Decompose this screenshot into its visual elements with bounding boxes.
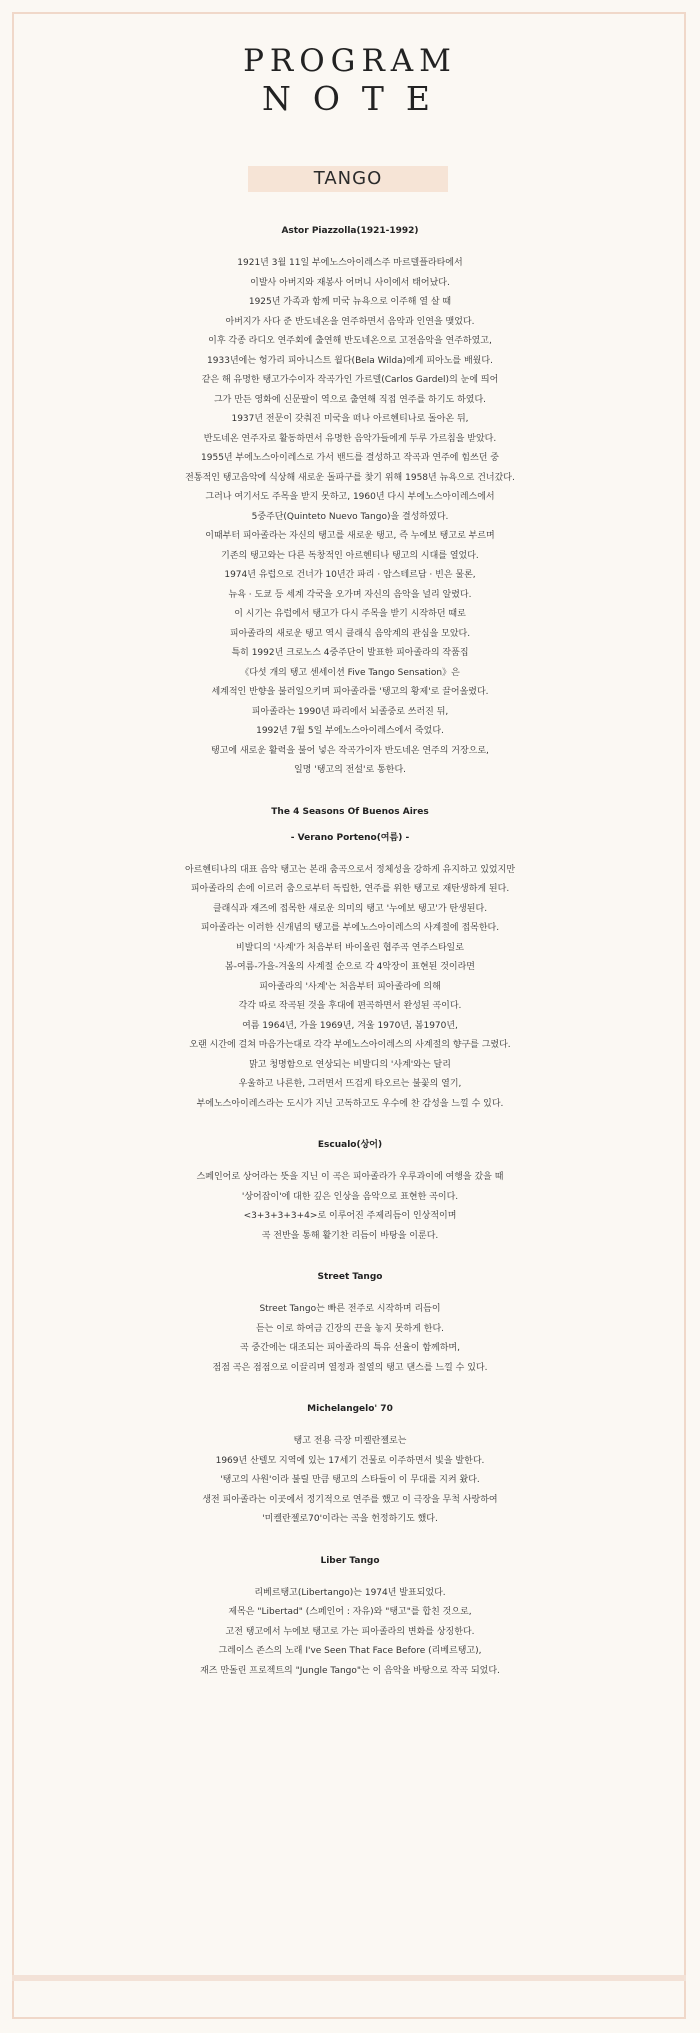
body-text-line: 고전 탱고에서 누에보 탱고로 가는 피아졸라의 변화를 상징한다.: [225, 1626, 475, 1637]
program-section: [0, 1132, 700, 1246]
body-text-line: 1937년 전문이 갖춰진 미국을 떠나 아르헨티나로 돌아온 뒤,: [231, 414, 469, 424]
body-text-line: 피아졸라의 새로운 탱고 역시 클래식 음악계의 관심을 모았다.: [229, 628, 471, 639]
body-text-line: 뉴욕 · 도쿄 등 세계 각국을 오가며 자신의 음악을 널리 알렸다.: [228, 589, 472, 600]
body-text-line: 1969년 산텔모 지역에 있는 17세기 건물로 이주하면서 빛을 발한다.: [215, 1455, 485, 1466]
body-text-line: 이후 각종 라디오 연주회에 출연해 반도네온으로 고전음악을 연주하였고,: [208, 336, 492, 346]
body-text-line: 1974년 유럽으로 건너가 10년간 파리 · 암스테르담 · 빈은 물론,: [224, 570, 476, 580]
body-text-line: 클래식과 재즈에 접목한 새로운 의미의 탱고 '누에보 탱고'가 탄생된다.: [212, 903, 488, 914]
section-title-line: The 4 Seasons Of Buenos Aires: [271, 806, 429, 817]
program-note-header: [0, 43, 700, 119]
body-text-line: 전통적인 탱고음악에 식상해 새로운 돌파구를 찾기 위해 1958년 뉴욕으로 건너갔다.: [185, 472, 515, 483]
section-title-line: Liber Tango: [320, 1555, 380, 1566]
body-text-line: 봄-여름-가을-겨울의 사계절 순으로 각 4악장이 표현된 것이라면: [225, 962, 475, 972]
body-text-line: 그가 만든 영화에 신문팔이 역으로 출연해 직접 연주를 하기도 하였다.: [213, 394, 487, 405]
section-title: [0, 799, 700, 851]
category-banner: [248, 166, 448, 192]
body-text-line: 비발디의 '사계'가 처음부터 바이올린 협주곡 연주스타일로: [236, 942, 464, 953]
body-text-line: '탱고의 사원'이라 불릴 만큼 탱고의 스타들이 이 무대를 지켜 왔다.: [220, 1475, 480, 1485]
body-text-line: 여름 1964년, 가을 1969년, 겨울 1970년, 봄1970년,: [242, 1020, 458, 1031]
section-body: [0, 1584, 700, 1682]
section-title-line: Michelangelo' 70: [307, 1404, 393, 1414]
body-text-line: 1933년에는 헝가리 피아니스트 윌다(Bela Wilda)에게 피아노를 배웠다.: [207, 355, 493, 366]
body-text-line: 아르헨티나의 대표 음악 탱고는 본래 춤곡으로서 정체성을 강하게 유지하고 있었지만: [184, 864, 516, 875]
program-section: [0, 218, 700, 781]
body-text-line: 아버지가 사다 준 반도네온을 연주하면서 음악과 인연을 맺었다.: [225, 316, 475, 327]
category-label: TANGO: [313, 168, 383, 189]
body-text-line: 피아졸라의 손에 이르러 춤으로부터 독립한, 연주를 위한 탱고로 재탄생하게 된다.: [190, 884, 510, 894]
body-text-line: 피아졸라의 '사계'는 처음부터 피아졸라에 의해: [259, 981, 441, 992]
body-text-line: 이발사 아버지와 재봉사 어머니 사이에서 태어났다.: [250, 277, 450, 288]
body-text-line: 1955년 부에노스아이레스로 가서 밴드를 결성하고 작곡과 연주에 힘쓰던 중: [201, 453, 499, 463]
body-text-line: 세계적인 반향을 불러일으키며 피아졸라를 '탱고의 황제'로 끌어올렸다.: [211, 687, 489, 697]
body-text-line: 오랜 시간에 걸쳐 마음가는대로 각각 부에노스아이레스의 사계절의 향구를 그렸다.: [189, 1040, 511, 1050]
body-text-line: 곡 전반을 통해 활기찬 리듬이 바탕을 이룬다.: [261, 1230, 439, 1241]
body-text-line: 스페인어로 상어라는 뜻을 지닌 이 곡은 피아졸라가 우루과이에 여행을 갔을 때: [196, 1172, 504, 1182]
body-text-line: 각각 따로 작곡된 것을 후대에 편곡하면서 완성된 곡이다.: [238, 1001, 462, 1011]
section-body: [0, 1168, 700, 1246]
body-text-line: 제목은 "Libertad" (스페인어 : 자유)와 "탱고"를 합친 것으로,: [228, 1607, 472, 1617]
body-text-line: 기존의 탱고와는 다른 독창적인 아르헨티나 탱고의 시대를 열었다.: [221, 550, 479, 561]
body-text-line: '미켈란젤로70'이라는 곡을 헌정하기도 했다.: [262, 1514, 438, 1524]
body-text-line: 일명 '탱고의 전설'로 통한다.: [293, 765, 407, 775]
section-title-line: Astor Piazzolla(1921-1992): [281, 226, 419, 236]
section-title-line: Street Tango: [317, 1272, 383, 1282]
title-note: NOTE: [261, 79, 453, 118]
body-text-line: 우울하고 나른한, 그러면서 뜨겁게 타오르는 불꽃의 열기,: [238, 1079, 462, 1089]
program-section: [0, 799, 700, 1115]
body-text-line: 《다섯 개의 탱고 센세이션 Five Tango Sensation》은: [240, 667, 460, 678]
section-title: [0, 218, 700, 244]
body-text-line: 5중주단(Quinteto Nuevo Tango)을 결성하였다.: [251, 511, 449, 522]
body-text-line: 생전 피아졸라는 이곳에서 정기적으로 연주를 했고 이 극장을 무척 사랑하여: [202, 1494, 498, 1505]
body-text-line: 리베르탱고(Libertango)는 1974년 발표되었다.: [254, 1587, 446, 1598]
body-text-line: 1992년 7월 5일 부에노스아이레스에서 죽었다.: [256, 726, 444, 736]
body-text-line: 점점 곡은 점점으로 이끌리며 열정과 절열의 탱고 댄스를 느낄 수 있다.: [212, 1362, 488, 1373]
body-text-line: 1925년 가족과 함께 미국 뉴욕으로 이주해 열 살 때: [248, 297, 452, 307]
body-text-line: 피아졸라는 1990년 파리에서 뇌졸중로 쓰러진 뒤,: [251, 706, 449, 717]
program-content: [0, 218, 700, 1681]
body-text-line: 부에노스아이레스라는 도시가 지닌 고독하고도 우수에 찬 감성을 느낄 수 있다.: [196, 1098, 504, 1109]
body-text-line: 듣는 이로 하여금 긴장의 끈을 놓지 못하게 한다.: [255, 1323, 445, 1334]
body-text-line: 곡 중간에는 대조되는 피아졸라의 특유 선율이 함께하며,: [240, 1343, 460, 1353]
body-text-line: 탱고에 새로운 활력을 불어 넣은 작곡가이자 반도네온 연주의 거장으로,: [211, 745, 489, 756]
body-text-line: Street Tango는 빠른 전주로 시작하며 리듬이: [259, 1304, 441, 1314]
body-text-line: '상어잡이'에 대한 깊은 인상을 음악으로 표현한 곡이다.: [241, 1191, 459, 1202]
body-text-line: 그레이스 존스의 노래 I've Seen That Face Before (리베르탱고),: [218, 1646, 482, 1656]
body-text-line: 같은 해 유명한 탱고가수이자 작곡가인 가르델(Carlos Gardel)의 눈에 띄어: [201, 375, 499, 385]
body-text-line: 이때부터 피아졸라는 자신의 탱고를 새로운 탱고, 즉 누에보 탱고로 부르며: [205, 531, 495, 541]
program-section: [0, 1264, 700, 1378]
section-title-line: - Verano Porteno(여름) -: [290, 832, 410, 843]
section-body: [0, 1300, 700, 1378]
body-text-line: 그러나 여기서도 주목을 받지 못하고, 1960년 다시 부에노스아이레스에서: [205, 492, 495, 502]
section-body: [0, 861, 700, 1115]
program-section: [0, 1548, 700, 1682]
body-text-line: 1921년 3월 11일 부에노스아이레스주 마르델플라타에서: [237, 258, 463, 268]
title-program: PROGRAM: [243, 43, 457, 79]
body-text-line: 재즈 만돌린 프로젝트의 "Jungle Tango"는 이 음악을 바탕으로 작곡 되었다.: [200, 1665, 500, 1676]
body-text-line: 특히 1992년 크로노스 4중주단이 발표한 피아졸라의 작품집: [231, 648, 469, 658]
body-text-line: 반도네온 연주자로 활동하면서 유명한 음악가들에게 두루 가르침을 받았다.: [203, 433, 497, 444]
section-title: [0, 1264, 700, 1290]
body-text-line: 피아졸라는 이러한 신개념의 탱고를 부에노스아이레스의 사계절에 접목한다.: [200, 923, 500, 933]
section-title: [0, 1548, 700, 1574]
body-text-line: 탱고 전용 극장 미켈란젤로는: [293, 1436, 407, 1446]
program-section: [0, 1396, 700, 1530]
section-title: [0, 1132, 700, 1158]
body-text-line: 이 시기는 유럽에서 탱고가 다시 주목을 받기 시작하던 때로: [234, 609, 466, 619]
section-title: [0, 1396, 700, 1422]
bottom-divider: [12, 1975, 686, 1981]
section-body: [0, 254, 700, 781]
section-title-line: Escualo(상어): [317, 1140, 383, 1150]
body-text-line: <3+3+3+3+4>로 이루어진 주제리듬이 인상적이며: [243, 1211, 457, 1221]
body-text-line: 맑고 청명함으로 연상되는 비발디의 '사계'와는 달리: [249, 1059, 451, 1070]
section-body: [0, 1432, 700, 1530]
